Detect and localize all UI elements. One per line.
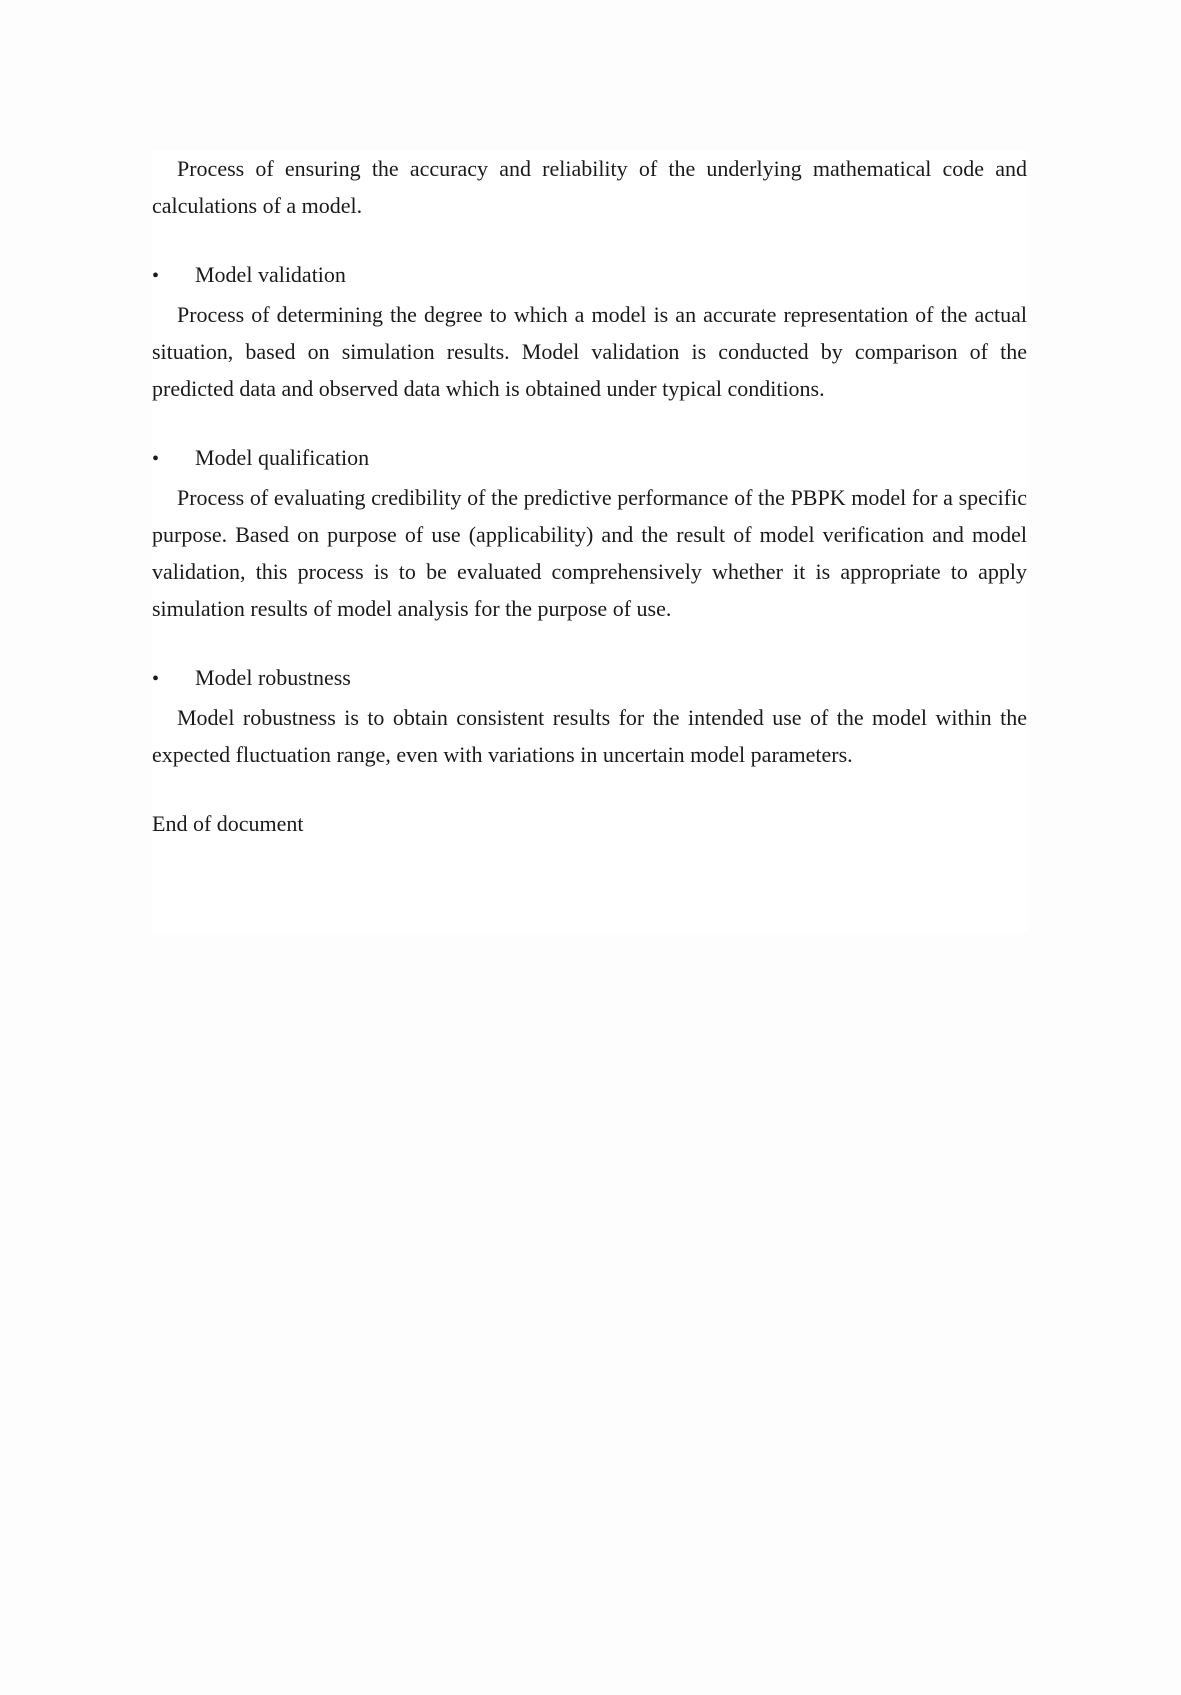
- intro-paragraph: Process of ensuring the accuracy and reliability of the underlying mathematical code and calculations of a model.: [152, 156, 1027, 218]
- bullet-icon: •: [152, 448, 160, 470]
- heading-model-robustness: Model robustness: [195, 665, 351, 690]
- paragraph-model-robustness: Model robustness is to obtain consistent results for the intended use of the model within the expected fluctuation range, even with variations in uncertain model parameters.: [152, 705, 1027, 767]
- heading-model-qualification: Model qualification: [195, 445, 370, 470]
- bullet-icon: •: [152, 265, 160, 287]
- bullet-model-qualification: [152, 439, 1027, 479]
- paragraph-model-validation: Process of determining the degree to which a model is an accurate representation of the actual situation, based on simulation results. Model validation is conducted by comparison of the predicted data and observed data which is obtained under typical conditions.: [152, 302, 1027, 401]
- bullet-model-robustness: [152, 659, 1027, 699]
- end-of-document-text: End of document: [152, 811, 304, 835]
- bullet-icon: •: [152, 668, 160, 690]
- bullet-model-validation: [152, 256, 1027, 296]
- document-content: [152, 150, 1027, 933]
- paragraph-model-qualification: Process of evaluating credibility of the predictive performance of the PBPK model for a specific purpose. Based on purpose of use (applicability) and the result of model verification and model validation, this process is to be evaluated comprehensively whether it is appropriate to apply simulation results of model analysis for the purpose of use.: [152, 485, 1027, 621]
- heading-model-validation: Model validation: [195, 262, 346, 287]
